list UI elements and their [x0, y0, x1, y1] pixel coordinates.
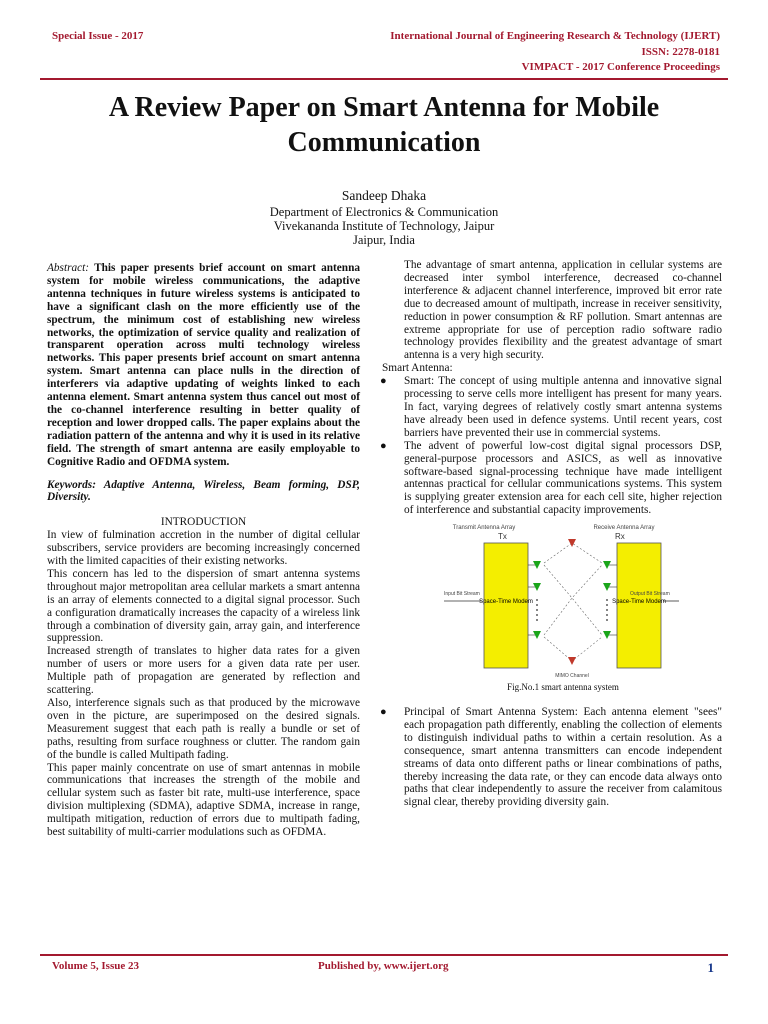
- header-rule: [40, 78, 728, 80]
- rx-modem-box: [617, 543, 661, 668]
- page-number: 1: [707, 960, 714, 975]
- output-stream-label: Output Bit Stream: [630, 591, 670, 598]
- paper-title: A Review Paper on Smart Antenna for Mobile Communication: [108, 92, 660, 158]
- bullet-item: [382, 440, 722, 517]
- publisher: Published by, www.ijert.org: [318, 960, 449, 972]
- intro-paragraph: This concern has led to the dispersion of smart antenna systems throughout major metropolitan area cellular markets a smart antenna is an array of elements connected to a digital signal processor. Such a configuration dramatically increases the capacity of a wireless link through a combination of diversity gain, array gain, and interference suppression.: [47, 567, 360, 645]
- author-location: Jaipur, India: [353, 233, 415, 247]
- input-stream-label: Input Bit Stream: [444, 591, 480, 598]
- abstract-text: This paper presents brief account on smart antenna system for mobile wireless communications, the adaptive antenna techniques in future wireless systems is anticipated to have a significant clash on the more efficiently use of the spectrum, the minimum cost of establishing new wireless networks, the optimization of service quality and realization of transparent operation across multi technology wireless networks. This paper presents brief account on smart antenna system. Smart antenna can place nulls in the direction of interferers via adaptive updating of weights linked to each antenna element. Smart antenna system thus cancel out most of the co-channel interference resulting in better quality of reception and lower dropped calls. The paper explains about the radiation pattern of the antenna and why it is used in its relative field. The strength of smart antenna are easily employable to Cognitive Radio and OFDMA system.: [47, 262, 360, 468]
- author-institute: Vivekananda Institute of Technology, Jaipur: [273, 219, 495, 233]
- tx-array-label: Transmit Antenna Array: [452, 525, 516, 532]
- proceedings-name: VIMPACT - 2017 Conference Proceedings: [521, 61, 720, 73]
- footer-rule: [40, 954, 728, 956]
- author-department: Department of Electronics & Communication: [269, 205, 499, 219]
- intro-paragraph: This paper mainly concentrate on use of smart antennas in mobile communications that increases the strength of the mobile and cellular system such as faster bit rate, multi-use interference, space division multiplexing (SDMA), adaptive SDMA, increase in range, multipath mitigation, reduction of errors due to multipath fading, best suitability of multi-carrier modulations such as OFDMA.: [47, 761, 360, 839]
- bullet-icon: ●: [380, 706, 387, 719]
- scatter-arrow-icon: [568, 657, 576, 665]
- abstract: [47, 262, 360, 469]
- figure-caption: Fig.No.1 smart antenna system: [507, 682, 619, 693]
- journal-name: International Journal of Engineering Research & Technology (IJERT): [390, 30, 720, 42]
- smart-antenna-figure: [444, 523, 679, 679]
- smart-antenna-subheading: Smart Antenna:: [382, 362, 453, 375]
- smart-antenna-diagram: [444, 523, 679, 679]
- tx-modem-label: Space-Time Modem: [479, 599, 533, 606]
- special-issue-label: Special Issue - 2017: [52, 30, 144, 42]
- volume-issue: Volume 5, Issue 23: [52, 960, 139, 972]
- rx-modem-label: Space-Time Modem: [612, 599, 666, 606]
- tx-modem-box: [484, 543, 528, 668]
- abstract-label: Abstract:: [47, 262, 90, 274]
- left-column: [47, 262, 360, 839]
- intro-paragraph: Also, interference signals such as that produced by the microwave oven in the picture, are superimposed on the desired signals. Measurement suggest that each path is really a bundle or set of paths, resulting from surface roughness or clutter. The random gain of the bundle is called Multipath fading.: [47, 697, 360, 761]
- rx-label: Rx: [615, 532, 625, 542]
- introduction-heading: INTRODUCTION: [160, 516, 247, 529]
- bullet-item: [382, 706, 722, 809]
- bullet-item: [382, 375, 722, 440]
- right-column: [380, 259, 722, 809]
- mimo-channel-paths: [544, 543, 602, 661]
- advantages-paragraph: The advantage of smart antenna, application in cellular systems are decreased inter symbol interference, decreased co-channel interference & adjacent channel interference, improved bit error rate due to decreased amount of multipath, increase in receiver sensitivity, reduction in power consumption & RF pollution. Smart antennas are extreme appropriate for use of perception radio software radio technology provides flexibility and the greatest advantage of smart antenna is a very high security.: [404, 259, 722, 362]
- keywords: Keywords: Adaptive Antenna, Wireless, Beam forming, DSP, Diversity.: [47, 478, 360, 504]
- scatter-arrow-icon: [568, 539, 576, 547]
- author-name: Sandeep Dhaka: [341, 188, 427, 203]
- bullet-text: The advent of powerful low-cost digital signal processors DSP, general-purpose processors and ASICS, as well as innovative software-based signal-processing technique have made intelligent antennas practical for cellular communications systems. This system is supplying greater extension area for each cell site, higher rejection of interference and substantial capacity improvements.: [404, 439, 722, 517]
- bullet-text: Principal of Smart Antenna System: Each antenna element "sees" each propagation path differently, enabling the collection of elements to distinguish individual paths to within a certain resolution. As a consequence, smart antenna transmitters can encode independent streams of data onto different paths or linear combinations of paths, thereby increasing the data rate, or they can encode data always onto paths that clear independently to assure the receiver from calamitous signal clear, thereby providing diversity gain.: [404, 706, 722, 809]
- rx-array-label: Receive Antenna Array: [593, 525, 655, 532]
- tx-label: Tx: [498, 532, 507, 542]
- bullet-icon: ●: [380, 375, 387, 388]
- intro-paragraph: In view of fulmination accretion in the number of digital cellular subscribers, service providers are becoming increasingly concerned with the limited capacities of their existing networks.: [47, 529, 360, 568]
- bullet-icon: ●: [380, 439, 387, 452]
- intro-paragraph: Increased strength of translates to higher data rates for a given number of users or more users for a given data rate per user. Multiple path of propagation are generated by reflection and scattering.: [47, 645, 360, 697]
- bullet-text: Smart: The concept of using multiple antenna and innovative signal processing to serve cells more intelligent has present for many years. In fact, varying degrees of relatively costly smart antenna systems have already been used in defence systems. Until recent years, cost barriers have prevented their use in commercial systems.: [404, 375, 722, 439]
- issn: ISSN: 2278-0181: [641, 46, 720, 58]
- mimo-channel-label: MIMO Channel: [555, 673, 589, 680]
